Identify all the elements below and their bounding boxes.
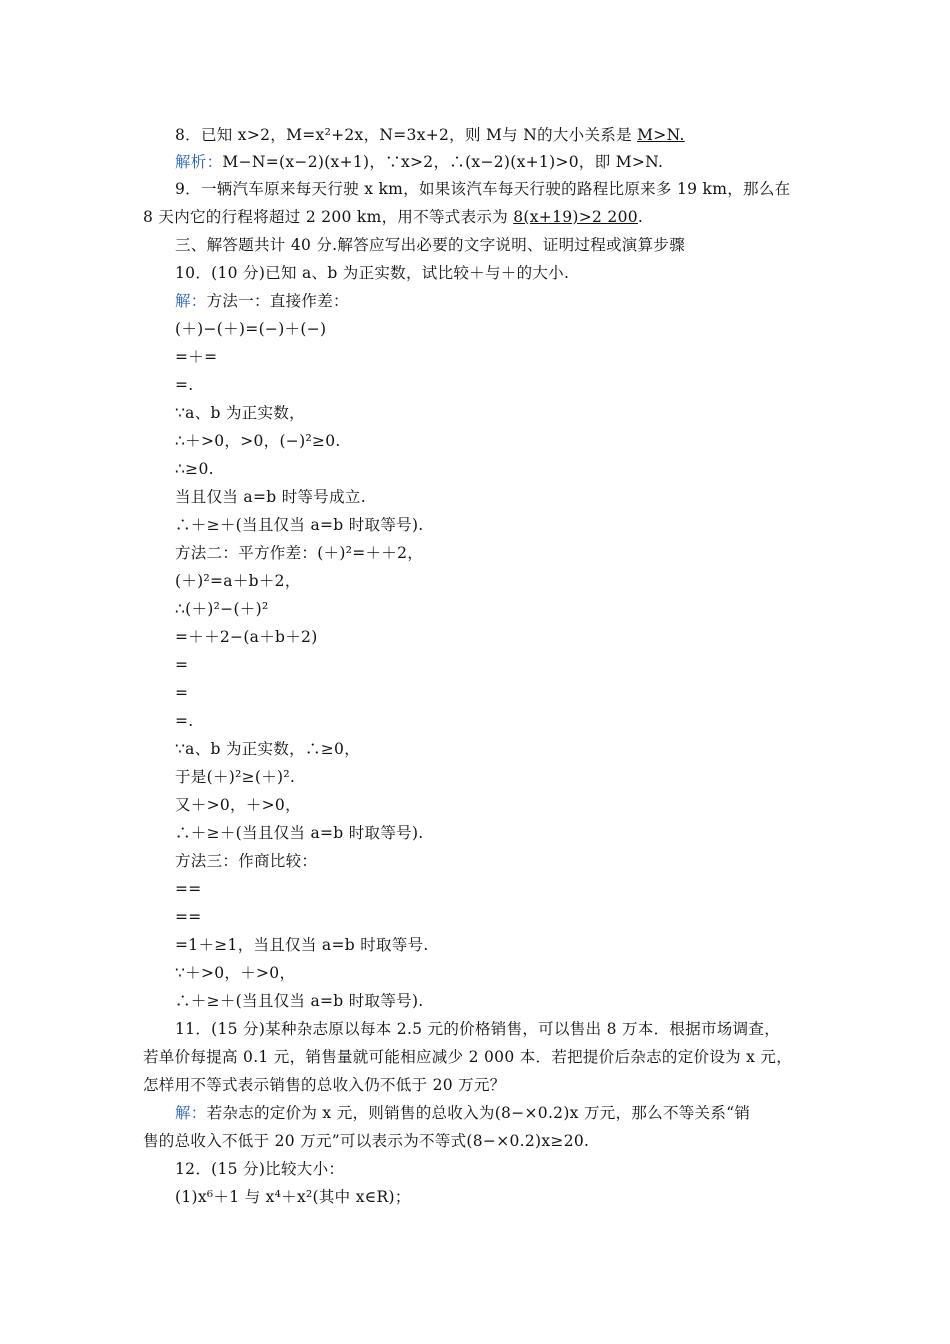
line-text: ∴＋>0，>0，(−)²≥0. bbox=[175, 432, 341, 450]
text-line-l6 bbox=[175, 263, 569, 283]
text-line-l31 bbox=[175, 963, 295, 983]
line-text: ∵a、b 为正实数， bbox=[175, 404, 305, 422]
line-text: 11．(15 分)某种杂志原以每本 2.5 元的价格销售，可以售出 8 万本．根据市场调查， bbox=[175, 1020, 780, 1038]
text-line-l11 bbox=[175, 403, 305, 423]
text-line-l4 bbox=[143, 207, 643, 227]
text-line-l10 bbox=[175, 375, 194, 395]
text-line-l18 bbox=[175, 599, 268, 619]
text-line-l17 bbox=[175, 571, 301, 591]
text-line-l37 bbox=[143, 1131, 589, 1151]
text-line-l13 bbox=[175, 459, 214, 479]
line-text: (＋)−(＋)=(−)＋(−) bbox=[175, 320, 327, 338]
text-line-l36 bbox=[175, 1103, 750, 1123]
answer-label: 解析： bbox=[175, 153, 223, 171]
line-text: ∵＋>0，＋>0， bbox=[175, 964, 296, 982]
line-text: 怎样用不等式表示销售的总收入仍不低于 20 万元？ bbox=[143, 1076, 506, 1094]
line-text: 10．(10 分)已知 a、b 为正实数，试比较＋与＋的大小. bbox=[175, 264, 570, 282]
line-text: 当且仅当 a=b 时等号成立. bbox=[175, 488, 366, 506]
line-text: = bbox=[175, 684, 189, 702]
line-text: 三、解答题共计 40 分.解答应写出必要的文字说明、证明过程或演算步骤 bbox=[175, 236, 686, 254]
line-text: 8．已知 x>2，M=x²+2x，N=3x+2，则 M与 N的大小关系是 bbox=[175, 126, 638, 144]
text-line-l19 bbox=[175, 627, 318, 647]
line-tail: . bbox=[637, 208, 644, 226]
line-text: =＋＋2−(a＋b＋2) bbox=[175, 628, 318, 646]
line-text: 方法二：平方作差：(＋)²=＋＋2， bbox=[175, 544, 424, 562]
line-text: 又＋>0，＋>0， bbox=[175, 796, 301, 814]
line-text: M−N=(x−2)(x+1)，∵x>2，∴(x−2)(x+1)>0，即 M>N. bbox=[222, 153, 664, 171]
line-text: 若单价每提高 0.1 元，销售量就可能相应减少 2 000 本．若把提价后杂志的定价设为 x 元， bbox=[143, 1048, 793, 1066]
line-text: 若杂志的定价为 x 元，则销售的总收入为(8−×0.2)x 万元，那么不等关系“销 bbox=[206, 1104, 751, 1122]
text-line-l21 bbox=[175, 683, 188, 703]
line-text: =. bbox=[175, 712, 194, 730]
text-line-l15 bbox=[175, 515, 424, 535]
line-text: ∴＋≥＋(当且仅当 a=b 时取等号). bbox=[175, 992, 424, 1010]
line-text: =. bbox=[175, 376, 194, 394]
text-line-l12 bbox=[175, 431, 341, 451]
line-text: 12．(15 分)比较大小： bbox=[175, 1160, 345, 1178]
line-text: 售的总收入不低于 20 万元”可以表示为不等式(8−×0.2)x≥20. bbox=[143, 1132, 590, 1150]
text-line-l26 bbox=[175, 823, 424, 843]
line-text: ∵a、b 为正实数，∴≥0， bbox=[175, 740, 361, 758]
text-line-l23 bbox=[175, 739, 360, 759]
text-line-l34 bbox=[143, 1047, 792, 1067]
line-text: 于是(＋)²≥(＋)². bbox=[175, 768, 296, 786]
line-text: = bbox=[175, 656, 189, 674]
text-line-l35 bbox=[143, 1075, 506, 1095]
line-text: == bbox=[175, 908, 202, 926]
line-text: ∴≥0. bbox=[175, 460, 214, 478]
text-line-l38 bbox=[175, 1159, 344, 1179]
text-line-l24 bbox=[175, 767, 295, 787]
answer-blank: M>N. bbox=[637, 126, 685, 144]
text-line-l32 bbox=[175, 991, 424, 1011]
line-text: 方法三：作商比较： bbox=[175, 852, 318, 870]
text-line-l20 bbox=[175, 655, 188, 675]
line-text: =1＋≥1，当且仅当 a=b 时取等号. bbox=[175, 936, 429, 954]
text-line-l39 bbox=[175, 1187, 411, 1207]
text-line-l7 bbox=[175, 291, 349, 311]
text-line-l28 bbox=[175, 879, 202, 899]
line-text: 方法一：直接作差： bbox=[206, 292, 349, 310]
text-line-l14 bbox=[175, 487, 366, 507]
answer-label: 解： bbox=[175, 292, 207, 310]
text-line-l3 bbox=[175, 179, 790, 199]
line-text: == bbox=[175, 880, 202, 898]
line-text: (1)x⁶＋1 与 x⁴＋x²(其中 x∈R)； bbox=[175, 1188, 411, 1206]
line-text: 8 天内它的行程将超过 2 200 km，用不等式表示为 bbox=[143, 208, 514, 226]
text-line-l30 bbox=[175, 935, 429, 955]
line-text: ∴＋≥＋(当且仅当 a=b 时取等号). bbox=[175, 824, 424, 842]
text-line-l16 bbox=[175, 543, 423, 563]
text-line-l8 bbox=[175, 319, 326, 339]
line-text: ∴＋≥＋(当且仅当 a=b 时取等号). bbox=[175, 516, 424, 534]
answer-label: 解： bbox=[175, 1104, 207, 1122]
text-line-l27 bbox=[175, 851, 317, 871]
line-text: (＋)²=a＋b＋2， bbox=[175, 572, 301, 590]
line-text: =＋= bbox=[175, 348, 218, 366]
text-line-l22 bbox=[175, 711, 194, 731]
text-line-l5 bbox=[175, 235, 685, 255]
line-text: 9．一辆汽车原来每天行驶 x km，如果该汽车每天行驶的路程比原来多 19 km，那么在 bbox=[175, 180, 791, 198]
text-line-l33 bbox=[175, 1019, 780, 1039]
text-line-l25 bbox=[175, 795, 301, 815]
text-line-l2 bbox=[175, 152, 663, 172]
text-line-l29 bbox=[175, 907, 202, 927]
text-line-l1 bbox=[175, 125, 685, 145]
line-text: ∴(＋)²−(＋)² bbox=[175, 600, 269, 618]
answer-blank: 8(x+19)>2 200 bbox=[513, 208, 638, 226]
text-line-l9 bbox=[175, 347, 217, 367]
